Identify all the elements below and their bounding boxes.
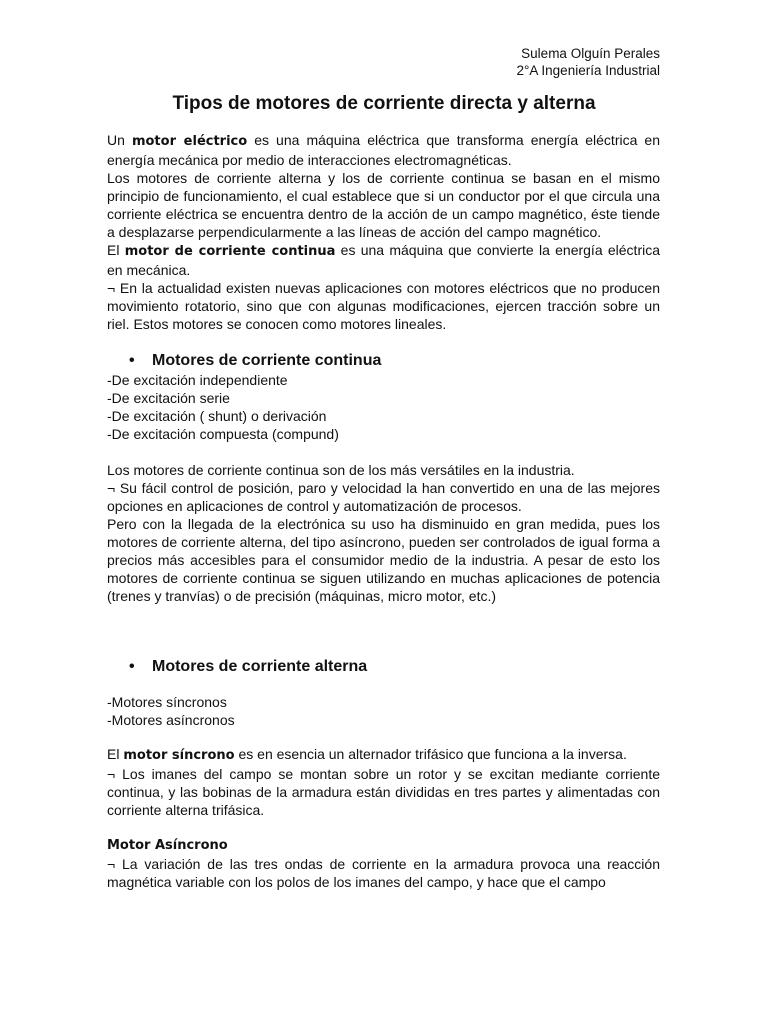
list-item: -De excitación ( shunt) o derivación xyxy=(107,408,327,424)
list-item: -Motores asíncronos xyxy=(107,712,235,728)
section-dc-title: Motores de corriente continua xyxy=(152,352,382,369)
author-course: 2°A Ingeniería Industrial xyxy=(516,63,660,78)
intro-p3-text-post: es una máquina que convierte la energía eléctrica en mecánica. xyxy=(107,242,660,278)
list-item: -De excitación independiente xyxy=(107,372,288,388)
dc-paragraph-1: Los motores de corriente continua son de los más versátiles en la industria. xyxy=(107,462,575,478)
intro-p1-text-pre: Un xyxy=(107,132,132,148)
ac-types-list xyxy=(107,693,660,729)
list-item: -De excitación compuesta (compund) xyxy=(107,426,339,442)
intro-paragraph-1 xyxy=(107,131,660,169)
ac-p1-text-post: es en esencia un alternador trifásico que funciona a la inversa. xyxy=(234,746,627,762)
sub-heading-asynchronous: Motor Asíncrono xyxy=(107,838,228,853)
dc-types-list xyxy=(107,371,660,443)
intro-paragraph-2: Los motores de corriente alterna y los de corriente continua se basan en el mismo principio de funcionamiento, el cual establece que si un conductor por el que circula una corriente eléctrica se encuentra dentro de la acción de un campo magnético, éste tiende a desplazarse perpendicularmente a las líneas de acción del campo magnético. xyxy=(107,170,660,240)
ac-p1-bold-term: motor síncrono xyxy=(123,748,235,763)
document-title: Tipos de motores de corriente directa y alterna xyxy=(172,93,596,114)
section-heading-ac xyxy=(107,657,660,677)
intro-p3-bold-term: motor de corriente continua xyxy=(124,244,336,259)
bullet-icon: • xyxy=(129,352,135,369)
ac-paragraph-1 xyxy=(107,745,660,765)
section-ac-title: Motores de corriente alterna xyxy=(152,658,368,675)
document-body xyxy=(107,131,660,891)
author-name: Sulema Olguín Perales xyxy=(521,46,660,61)
author-block xyxy=(517,45,661,79)
bullet-icon: • xyxy=(129,658,135,675)
list-item: -Motores síncronos xyxy=(107,694,227,710)
intro-p1-bold-term: motor eléctrico xyxy=(131,134,248,149)
dc-paragraph-2: ¬ Su fácil control de posición, paro y velocidad la han convertido en una de las mejores opciones en aplicaciones de control y automatización de procesos. xyxy=(107,480,660,514)
dc-paragraph-3: Pero con la llegada de la electrónica su uso ha disminuido en gran medida, pues los motores de corriente alterna, del tipo asíncrono, pueden ser controlados de igual forma a precios más accesibles para el consumidor medio de la industria. A pesar de esto los motores de corriente continua se siguen utilizando en muchas aplicaciones de potencia (trenes y tranvías) o de precisión (máquinas, micro motor, etc.) xyxy=(107,516,660,604)
section-heading-dc xyxy=(107,351,660,371)
ac-paragraph-2: ¬ Los imanes del campo se montan sobre un rotor y se excitan mediante corriente continua, y las bobinas de la armadura están divididas en tres partes y alimentadas con corriente alterna trifásica. xyxy=(107,766,660,818)
ac-paragraph-3: ¬ La variación de las tres ondas de corriente en la armadura provoca una reacción magnética variable con los polos de los imanes del campo, y hace que el campo xyxy=(107,856,660,890)
intro-p1-text-post: es una máquina eléctrica que transforma energía eléctrica en energía mecánica por medio de interacciones electromagnéticas. xyxy=(107,132,660,168)
intro-p3-text-pre: El xyxy=(107,242,125,258)
ac-p1-text-pre: El xyxy=(107,746,124,762)
intro-paragraph-4: ¬ En la actualidad existen nuevas aplicaciones con motores eléctricos que no producen movimiento rotatorio, sino que con algunas modificaciones, ejercen tracción sobre un riel. Estos motores se conocen como motores lineales. xyxy=(107,280,660,332)
list-item: -De excitación serie xyxy=(107,390,230,406)
intro-paragraph-3 xyxy=(107,241,660,279)
